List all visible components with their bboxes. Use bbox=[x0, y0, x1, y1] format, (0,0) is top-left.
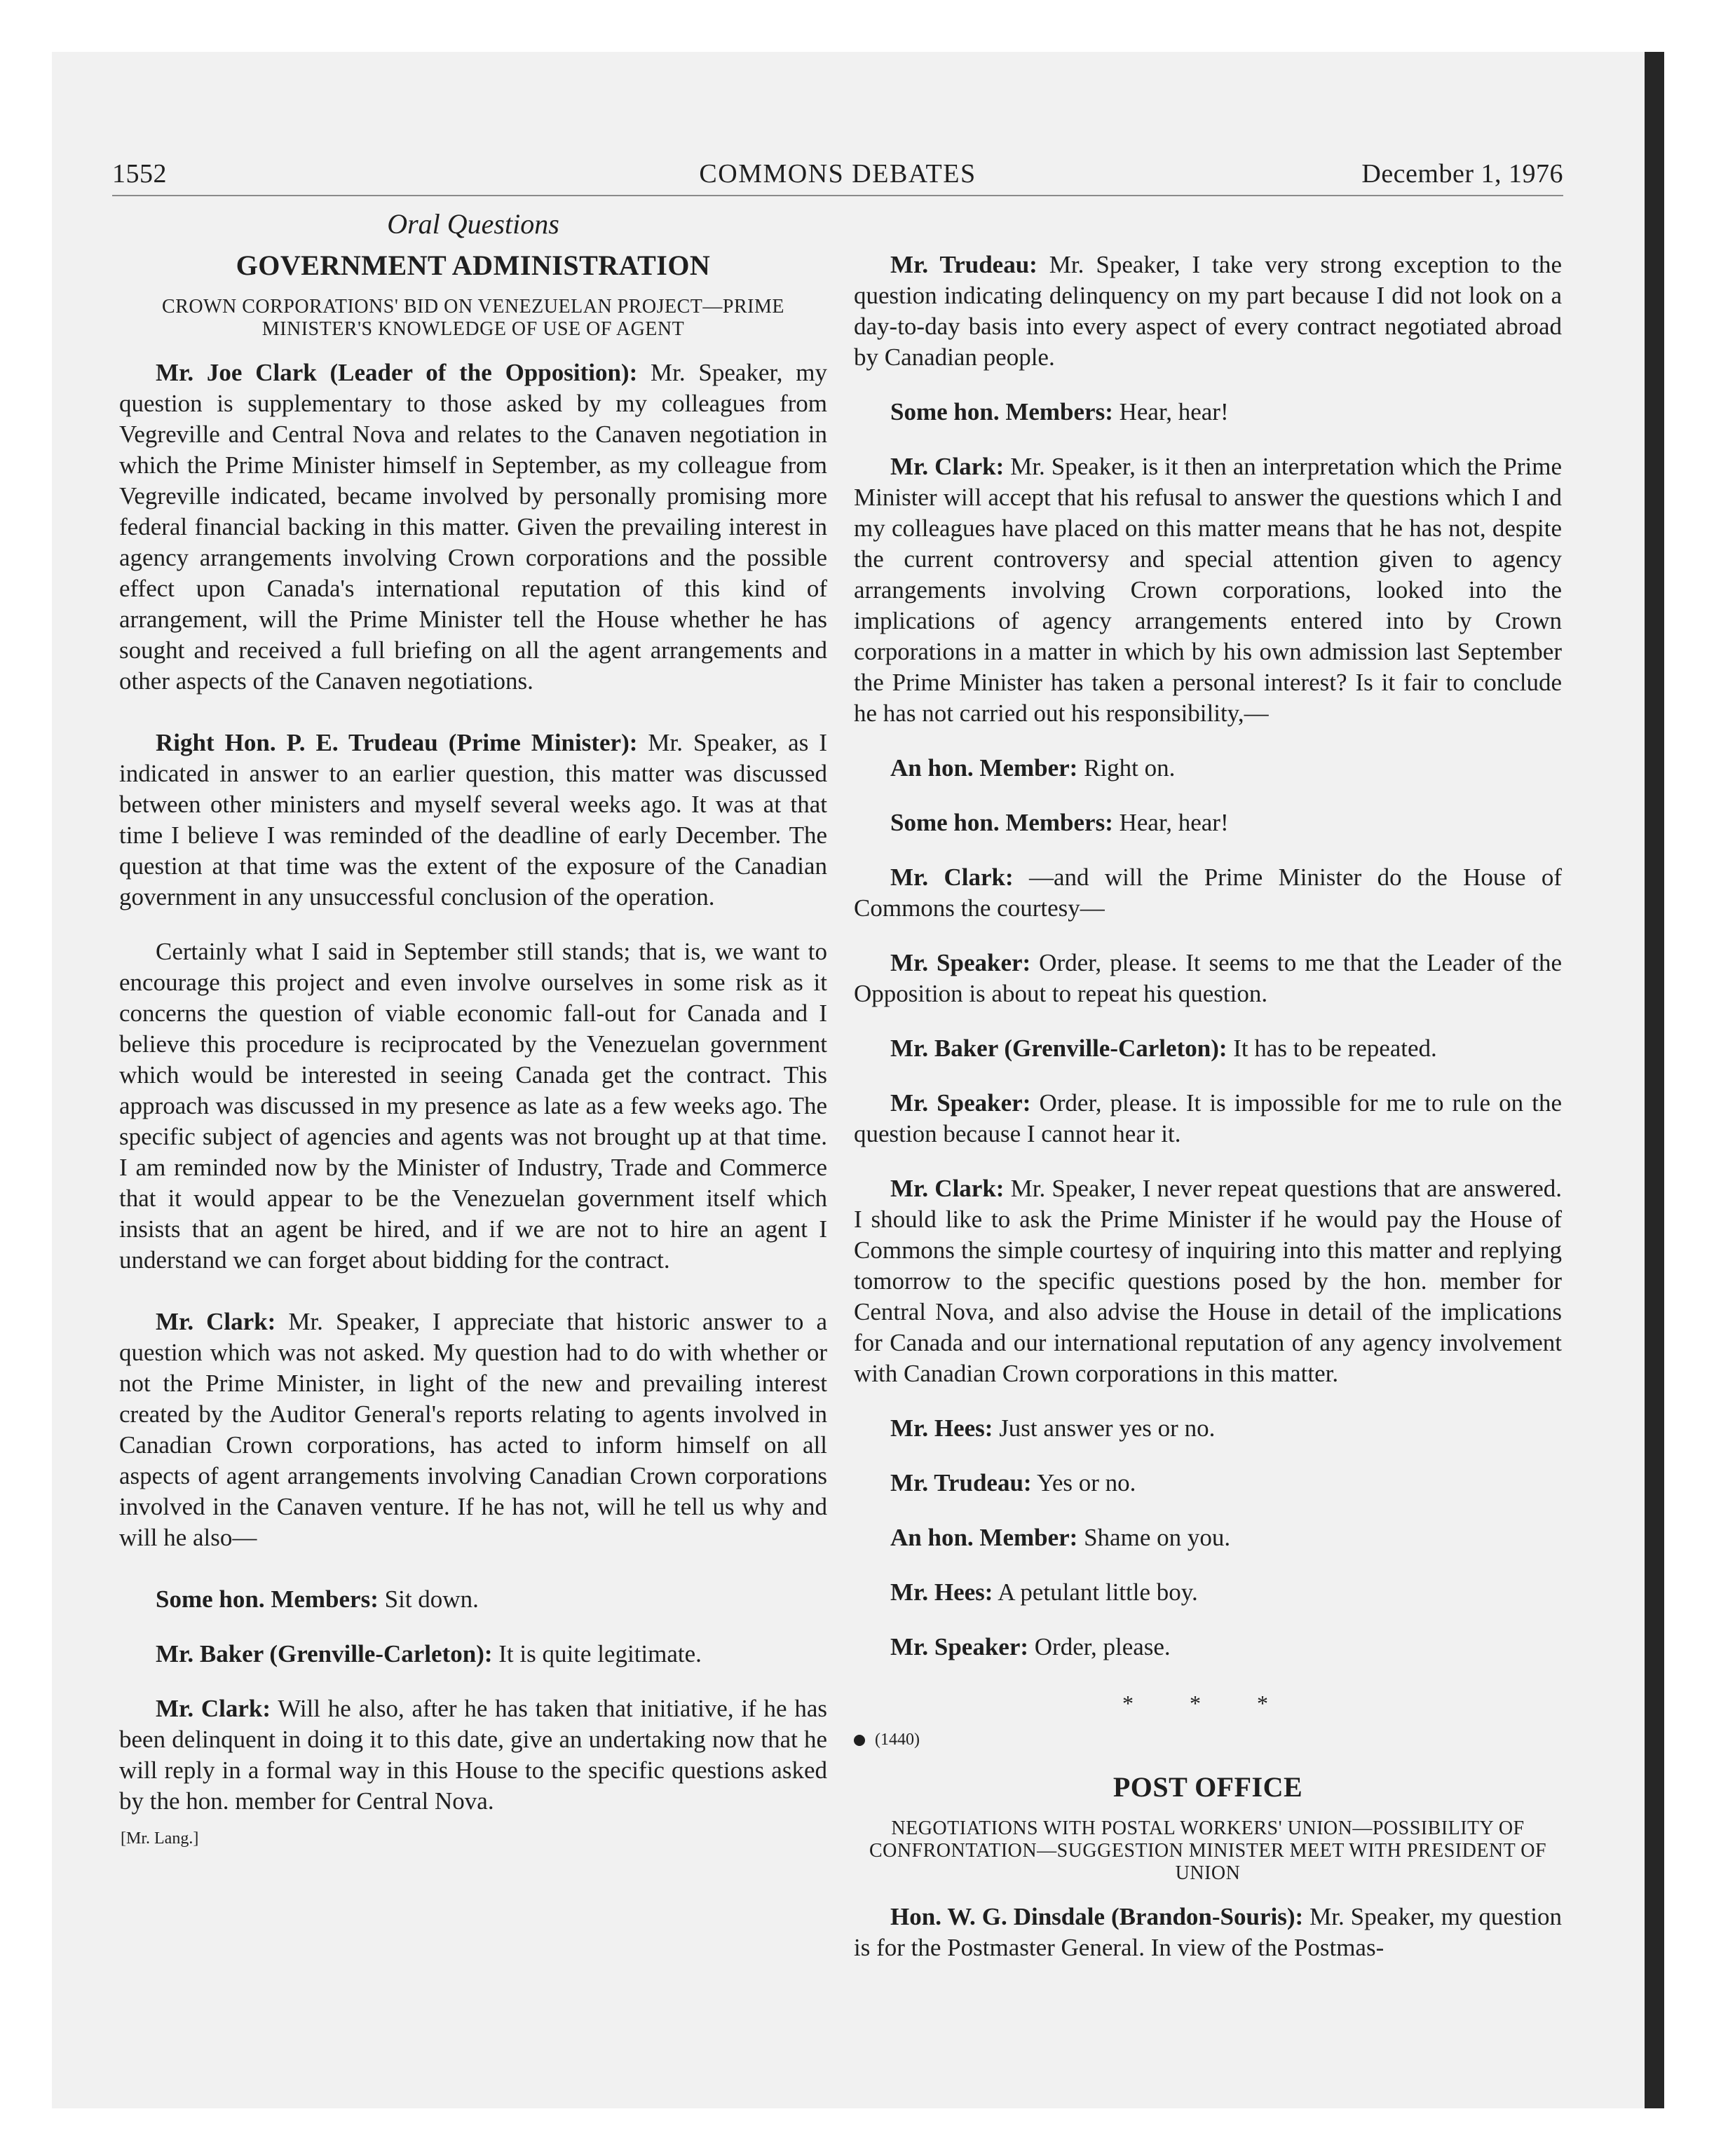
speech-text: Mr. Speaker, I never repeat questions that are answered. I should like to ask the Prime Minister if he would pay the House of Commons the simple courtesy of inquiring into this matter and replying tomorrow to the specific questions posed by the hon. member for Central Nova, and also advise the House in detail of the implications for Canada and our international reputation of any agency involvement with Canadian Crown corporations in this matter. bbox=[854, 1175, 1562, 1387]
speech-text: Certainly what I said in September still stands; that is, we want to encourage this project and even involve ourselves in some risk as it concerns the question of viable economic fall-out for Canada and I believe this procedure is reciprocated by the Venezuelan government which would be interested in seeing Canada get the contract. This approach was discussed in my presence as late as a few weeks ago. The specific subject of agencies and agents was not brought up at that time. I am reminded now by the Minister of Industry, Trade and Commerce that it would appear to be the Venezuelan government itself which insists that an agent be hired, and if we are not to hire an agent I understand we can forget about bidding for the contract. bbox=[119, 938, 827, 1274]
speech-paragraph bbox=[119, 1693, 827, 1817]
timestamp-text: (1440) bbox=[875, 1731, 920, 1749]
speech-text: Order, please. It is impossible for me to rule on the question because I cannot hear it. bbox=[854, 1089, 1563, 1147]
speech-text: —and will the Prime Minister do the House of Commons the courtesy— bbox=[854, 864, 1562, 922]
subheading: NEGOTIATIONS WITH POSTAL WORKERS' UNION—POSSIBILITY OF CONFRONTATION—SUGGESTION MINISTER MEET WITH PRESIDENT OF UNION bbox=[869, 1817, 1547, 1884]
speaker-name: Some hon. Members: bbox=[890, 398, 1113, 425]
speech-text: It is quite legitimate. bbox=[492, 1640, 702, 1667]
speech-paragraph bbox=[854, 1173, 1562, 1389]
speech-text: Mr. Speaker, I appreciate that historic answer to a question which was not asked. My question had to do with whether or not the Prime Minister, in light of the new and prevailing interest created by the Auditor General's reports relating to agents involved in Canadian Crown corporations, has acted to inform himself on all aspects of agent arrangements involving Canadian Crown corporations involved in the Canaven venture. If he has not, will he tell us why and will he also— bbox=[119, 1308, 827, 1551]
speech-paragraph bbox=[119, 1584, 827, 1615]
speaker-name: Mr. Baker (Grenville-Carleton): bbox=[890, 1035, 1227, 1062]
speech-paragraph bbox=[854, 1902, 1562, 1963]
speech-paragraph bbox=[854, 948, 1562, 1009]
speech-text: It has to be repeated. bbox=[1227, 1035, 1437, 1062]
speaker-name: An hon. Member: bbox=[890, 754, 1078, 782]
speech-paragraph bbox=[119, 728, 827, 913]
speech-paragraph bbox=[854, 807, 1562, 838]
speech-text: Sit down. bbox=[378, 1585, 479, 1613]
speech-text: Right on. bbox=[1077, 754, 1176, 782]
speech-paragraph bbox=[854, 397, 1562, 428]
speech-paragraph bbox=[119, 1306, 827, 1553]
speaker-name: Mr. Clark: bbox=[156, 1308, 276, 1335]
speech-paragraph bbox=[119, 1639, 827, 1670]
speech-text: Shame on you. bbox=[1077, 1524, 1231, 1551]
speech-text: Mr. Speaker, my question is supplementary to those asked by my colleagues from Vegreville and Central Nova and relates to the Canaven negotiation in which the Prime Minister himself in September, as my colleague from Vegreville indicated, became involved by personally promising more federal financial backing in this matter. Given the prevailing interest in agency arrangements involving Crown corporations and the possible effect upon Canada's international reputation of this kind of arrangement, will the Prime Minister tell the House whether he has sought and received a full briefing on all the agent arrangements and other aspects of the Canaven negotiations. bbox=[119, 359, 827, 695]
speech-text: Order, please. bbox=[1028, 1633, 1171, 1660]
speaker-name: Mr. Joe Clark (Leader of the Opposition): bbox=[156, 359, 638, 386]
section-title: POST OFFICE bbox=[1113, 1771, 1303, 1803]
speech-text: Hear, hear! bbox=[1113, 809, 1229, 836]
speaker-name: Mr. Baker (Grenville-Carleton): bbox=[156, 1640, 493, 1667]
header-date: December 1, 1976 bbox=[1361, 159, 1563, 189]
speech-paragraph bbox=[854, 1577, 1562, 1608]
speech-paragraph bbox=[854, 451, 1562, 729]
running-header bbox=[112, 153, 1563, 196]
speech-text: Mr. Speaker, as I indicated in answer to an earlier question, this matter was discussed between other ministers and myself several weeks ago. It was at that time I believe I was reminded of the deadline of early December. The question at that time was the extent of the exposure of the Canadian government in any unsuccessful conclusion of the operation. bbox=[119, 729, 827, 910]
speaker-name: Mr. Speaker: bbox=[890, 949, 1031, 976]
speech-paragraph bbox=[119, 357, 827, 697]
speech-text: Just answer yes or no. bbox=[993, 1414, 1216, 1442]
speaker-name: Mr. Trudeau: bbox=[890, 1469, 1032, 1496]
footer-note: [Mr. Lang.] bbox=[121, 1829, 199, 1848]
speaker-name: Hon. W. G. Dinsdale (Brandon-Souris): bbox=[890, 1903, 1304, 1930]
speaker-name: Some hon. Members: bbox=[890, 809, 1113, 836]
speaker-name: Mr. Hees: bbox=[890, 1414, 993, 1442]
speaker-name: Mr. Trudeau: bbox=[890, 251, 1037, 278]
speech-text: Order, please. It seems to me that the Leader of the Opposition is about to repeat his question. bbox=[854, 949, 1562, 1007]
speaker-name: Mr. Clark: bbox=[156, 1695, 271, 1722]
speaker-name: Mr. Clark: bbox=[890, 864, 1014, 891]
section-label: Oral Questions bbox=[387, 208, 559, 240]
speaker-name: Some hon. Members: bbox=[156, 1585, 379, 1613]
speaker-name: Right Hon. P. E. Trudeau (Prime Minister): bbox=[156, 729, 638, 756]
page-number: 1552 bbox=[112, 159, 167, 189]
speech-text: A petulant little boy. bbox=[993, 1578, 1198, 1606]
right-column bbox=[854, 205, 1562, 1963]
speech-text: Mr. Speaker, my question is for the Postmaster General. In view of the Postmas- bbox=[854, 1903, 1562, 1961]
speech-text: Hear, hear! bbox=[1113, 398, 1229, 425]
speech-paragraph bbox=[854, 1088, 1562, 1149]
speech-text: Will he also, after he has taken that initiative, if he has been delinquent in doing it to this date, give an undertaking now that he will reply in a formal way in this House to the specific questions asked by the hon. member for Central Nova. bbox=[119, 1695, 827, 1815]
speech-paragraph bbox=[854, 1468, 1562, 1499]
bullet-icon bbox=[854, 1735, 865, 1746]
speech-text: Mr. Speaker, is it then an interpretation which the Prime Minister will accept that his refusal to answer the questions which I and my colleagues have placed on this matter means that he has not, despite the current controversy and special attention given to agency arrangements involving Crown corporations, looked into the implications of agency arrangements entered into by Crown corporations in a matter in which by his own admission last September the Prime Minister has taken a personal interest? Is it fair to conclude he has not carried out his responsibility,— bbox=[854, 453, 1563, 727]
speech-paragraph bbox=[854, 1413, 1562, 1444]
scan-edge-bar bbox=[1645, 52, 1664, 2108]
speech-paragraph bbox=[119, 936, 827, 1276]
section-separator: * * * bbox=[1122, 1691, 1293, 1716]
speaker-name: Mr. Clark: bbox=[890, 1175, 1005, 1202]
speech-paragraph bbox=[854, 1632, 1562, 1663]
left-column bbox=[119, 205, 827, 1848]
speaker-name: Mr. Speaker: bbox=[890, 1633, 1029, 1660]
speech-paragraph bbox=[854, 753, 1562, 784]
speaker-name: Mr. Speaker: bbox=[890, 1089, 1031, 1117]
subheading: CROWN CORPORATIONS' BID ON VENEZUELAN PROJECT—PRIME MINISTER'S KNOWLEDGE OF USE OF AGENT bbox=[162, 296, 784, 340]
section-title: GOVERNMENT ADMINISTRATION bbox=[236, 250, 711, 281]
speaker-name: Mr. Clark: bbox=[890, 453, 1005, 480]
journal-title: COMMONS DEBATES bbox=[699, 159, 977, 189]
speech-paragraph bbox=[854, 862, 1562, 924]
speech-text: Yes or no. bbox=[1031, 1469, 1136, 1496]
timestamp-marker bbox=[854, 1731, 1562, 1749]
speaker-name: An hon. Member: bbox=[890, 1524, 1078, 1551]
speech-text: Mr. Speaker, I take very strong exception to the question indicating delinquency on my part because I did not look on a day-to-day basis into every aspect of every contract negotiated abroad by Canadian people. bbox=[854, 251, 1563, 371]
speech-paragraph bbox=[854, 250, 1562, 373]
speaker-name: Mr. Hees: bbox=[890, 1578, 993, 1606]
speech-paragraph bbox=[854, 1522, 1562, 1553]
speech-paragraph bbox=[854, 1033, 1562, 1064]
